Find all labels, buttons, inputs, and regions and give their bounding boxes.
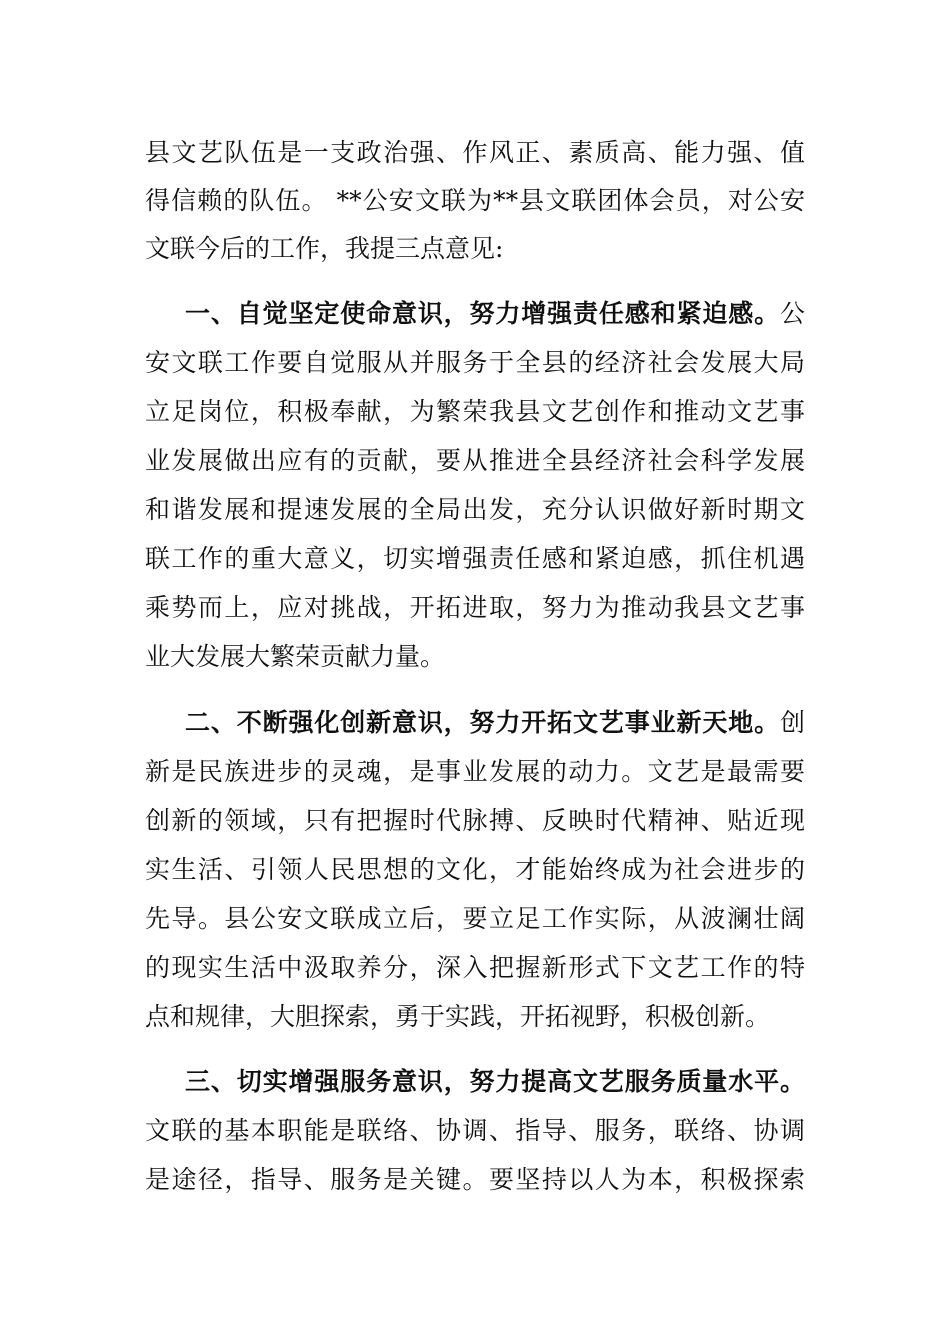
text-line: 安文联工作要自觉服从并服务于全县的经济社会发展大局 <box>145 348 805 377</box>
text-line: 文联的基本职能是联络、协调、指导、服务，联络、协调 <box>145 1116 805 1145</box>
text-line: 联工作的重大意义，切实增强责任感和紧迫感，抓住机遇 <box>145 544 805 573</box>
text-fragment: 公 <box>779 299 805 328</box>
text-line: 实生活、引领人民思想的文化，才能始终成为社会进步的 <box>145 855 805 884</box>
text-line: 创新的领域，只有把握时代脉搏、反映时代精神、贴近现 <box>145 806 805 835</box>
text-line: 点和规律，大胆探索，勇于实践，开拓视野，积极创新。 <box>145 1002 771 1031</box>
text-line: 立足岗位，积极奉献，为繁荣我县文艺创作和推动文艺事 <box>145 397 805 426</box>
section-heading-3: 三、切实增强服务意识，努力提高文艺服务质量水平。 <box>185 1067 805 1096</box>
text-line: 得信赖的队伍。 **公安文联为**县文联团体会员，对公安 <box>145 186 805 215</box>
text-line: 新是民族进步的灵魂，是事业发展的动力。文艺是最需要 <box>145 757 805 786</box>
text-fragment: 创 <box>779 708 805 737</box>
text-line: 文联今后的工作，我提三点意见: <box>145 234 504 263</box>
text-line: 先导。县公安文联成立后，要立足工作实际，从波澜壮阔 <box>145 904 805 933</box>
text-line: 县文艺队伍是一支政治强、作风正、素质高、能力强、值 <box>145 138 805 167</box>
text-line: 和谐发展和提速发展的全局出发，充分认识做好新时期文 <box>145 495 805 524</box>
text-line: 的现实生活中汲取养分，深入把握新形式下文艺工作的特 <box>145 953 805 982</box>
text-line: 业大发展大繁荣贡献力量。 <box>145 642 446 671</box>
section-heading-1: 一、自觉坚定使命意识，努力增强责任感和紧迫感。 <box>185 299 780 328</box>
section-heading-line <box>185 294 805 334</box>
text-line: 业发展做出应有的贡献，要从推进全县经济社会科学发展 <box>145 446 805 475</box>
section-heading-line <box>185 703 805 743</box>
text-line: 乘势而上，应对挑战，开拓进取，努力为推动我县文艺事 <box>145 593 805 622</box>
section-heading-2: 二、不断强化创新意识，努力开拓文艺事业新天地。 <box>185 708 780 737</box>
text-line: 是途径，指导、服务是关键。要坚持以人为本，积极探索 <box>145 1165 805 1194</box>
